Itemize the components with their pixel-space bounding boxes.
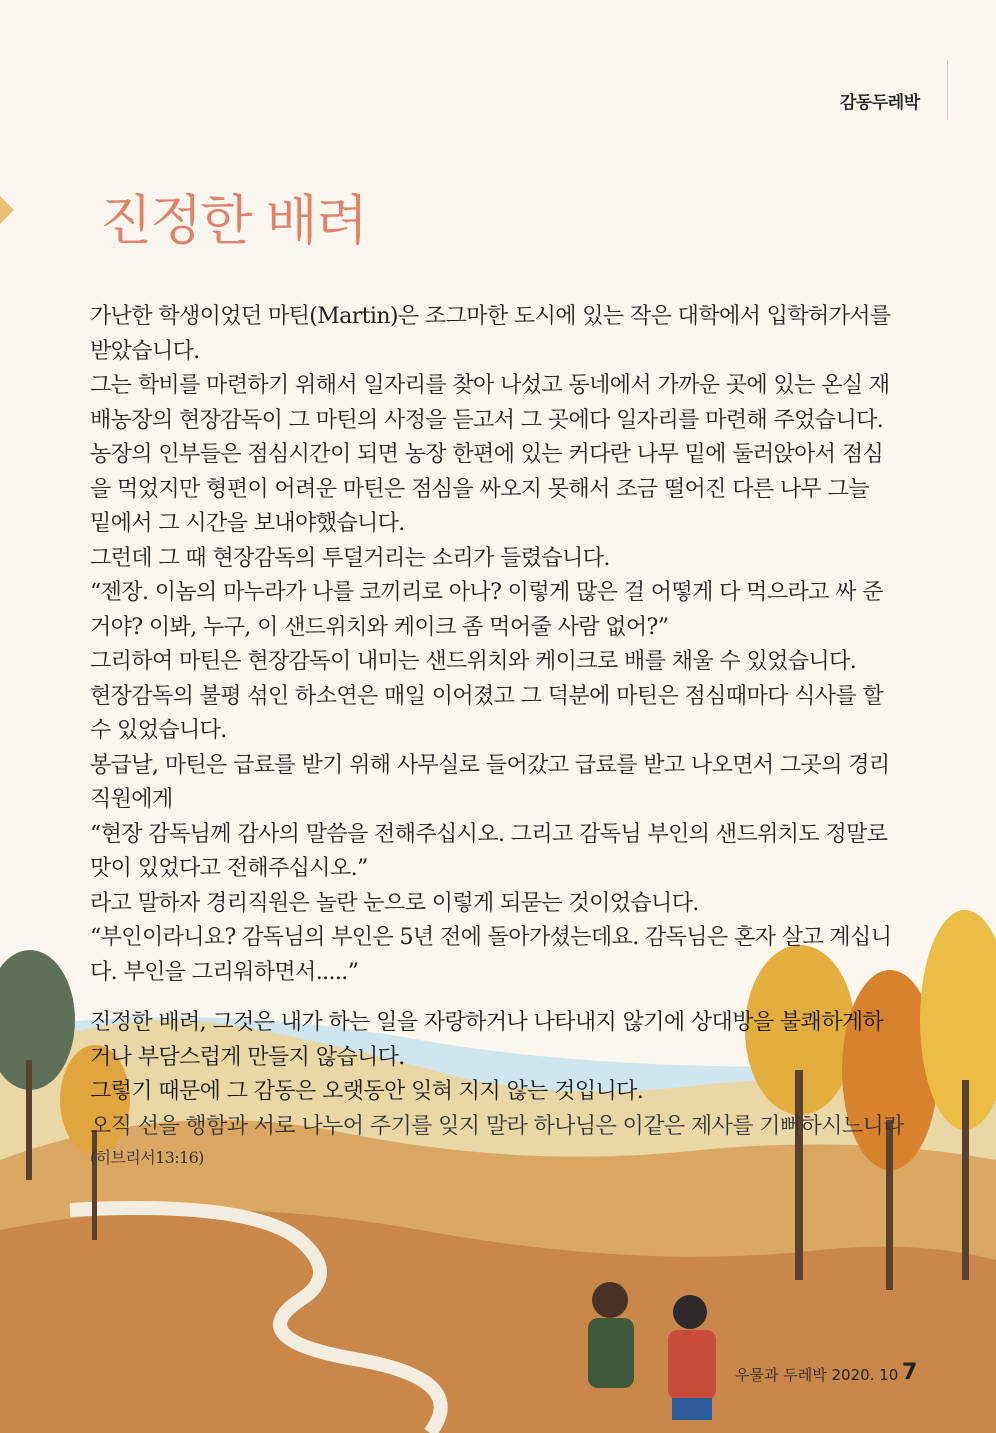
body-line: “젠장. 이놈의 마누라가 나를 코끼리로 아나? 이렇게 많은 걸 어떻게 다 먹으라고 싸 준 [90,580,883,605]
body-line: “현장 감독님께 감사의 말씀을 전해주십시오. 그리고 감독님 부인의 샌드위치도 정말로 [90,821,888,847]
paragraph-gap [90,990,935,1006]
body-line: 가난한 학생이었던 마틴(Martin)은 조그마한 도시에 있는 작은 대학에서 입학허가서를 [90,304,891,329]
body-line: 그리하여 마틴은 현장감독이 내미는 샌드위치와 케이크로 배를 채울 수 있었습니다. [90,649,857,674]
conclusion-line: 진정한 배려, 그것은 내가 하는 일을 자랑하거나 나타내지 않기에 상대방을 불쾌하게하 [90,1010,884,1035]
body-line: 봉급날, 마틴은 급료를 받기 위해 사무실로 들어갔고 급료를 받고 나오면서 그곳의 경리 [90,752,890,778]
section-label: 감동두레박 [840,93,920,113]
body-line: 을 먹었지만 형편이 어려운 마틴은 점심을 싸오지 못해서 조금 떨어진 다른 나무 그늘 [90,476,869,502]
corner-tab-mark [0,196,14,224]
body-line: 밑에서 그 시간을 보내야했습니다. [90,511,405,536]
body-line: 받았습니다. [90,338,200,364]
body-line: “부인이라니요? 감독님의 부인은 5년 전에 돌아가셨는데요. 감독님은 혼자 살고 계십니 [90,925,892,950]
page-number: 7 [902,1360,918,1385]
conclusion-line: 그렇기 때문에 그 감동은 오랫동안 잊혀 지지 않는 것입니다. [90,1079,644,1104]
body-line: 현장감독의 불평 섞인 하소연은 매일 이어졌고 그 덕분에 마틴은 점심때마다 식사를 할 [90,683,884,709]
conclusion-line: 거나 부담스럽게 만들지 않습니다. [90,1044,405,1070]
body-line: 수 있었습니다. [90,718,227,743]
body-line: 그는 학비를 마련하기 위해서 일자리를 찾아 나섰고 동네에서 가까운 곳에 있는 온실 재 [90,373,890,398]
body-line: 거야? 이봐, 누구, 이 샌드위치와 케이크 좀 먹어줄 사람 없어?” [90,614,669,640]
article-title: 진정한 배려 [100,189,366,252]
bible-verse: 오직 선을 행함과 서로 나누어 주기를 잊지 말라 하나님은 이같은 제사를 기뻐하시느니라 [90,1113,904,1139]
body-line: 그런데 그 때 현장감독의 투덜거리는 소리가 들렸습니다. [90,545,610,571]
article-body [90,300,935,1172]
body-line: 다. 부인을 그리워하면서.....” [90,959,359,985]
body-line: 맛이 있었다고 전해주십시오.” [90,856,368,881]
body-line: 농장의 인부들은 점심시간이 되면 농장 한편에 있는 커다란 나무 밑에 둘러앉아서 점심 [90,442,884,467]
body-line: 배농장의 현장감독이 그 마틴의 사정을 듣고서 그 곳에다 일자리를 마련해 주었습니다. [90,407,884,433]
body-line: 라고 말하자 경리직원은 놀란 눈으로 이렇게 되묻는 것이었습니다. [90,890,699,916]
magazine-footer: 우물과 두레박 2020. 10 [735,1366,899,1384]
bible-verse-reference: (히브리서13:16) [90,1148,204,1167]
body-line: 직원에게 [90,787,173,812]
section-rule [947,60,948,120]
